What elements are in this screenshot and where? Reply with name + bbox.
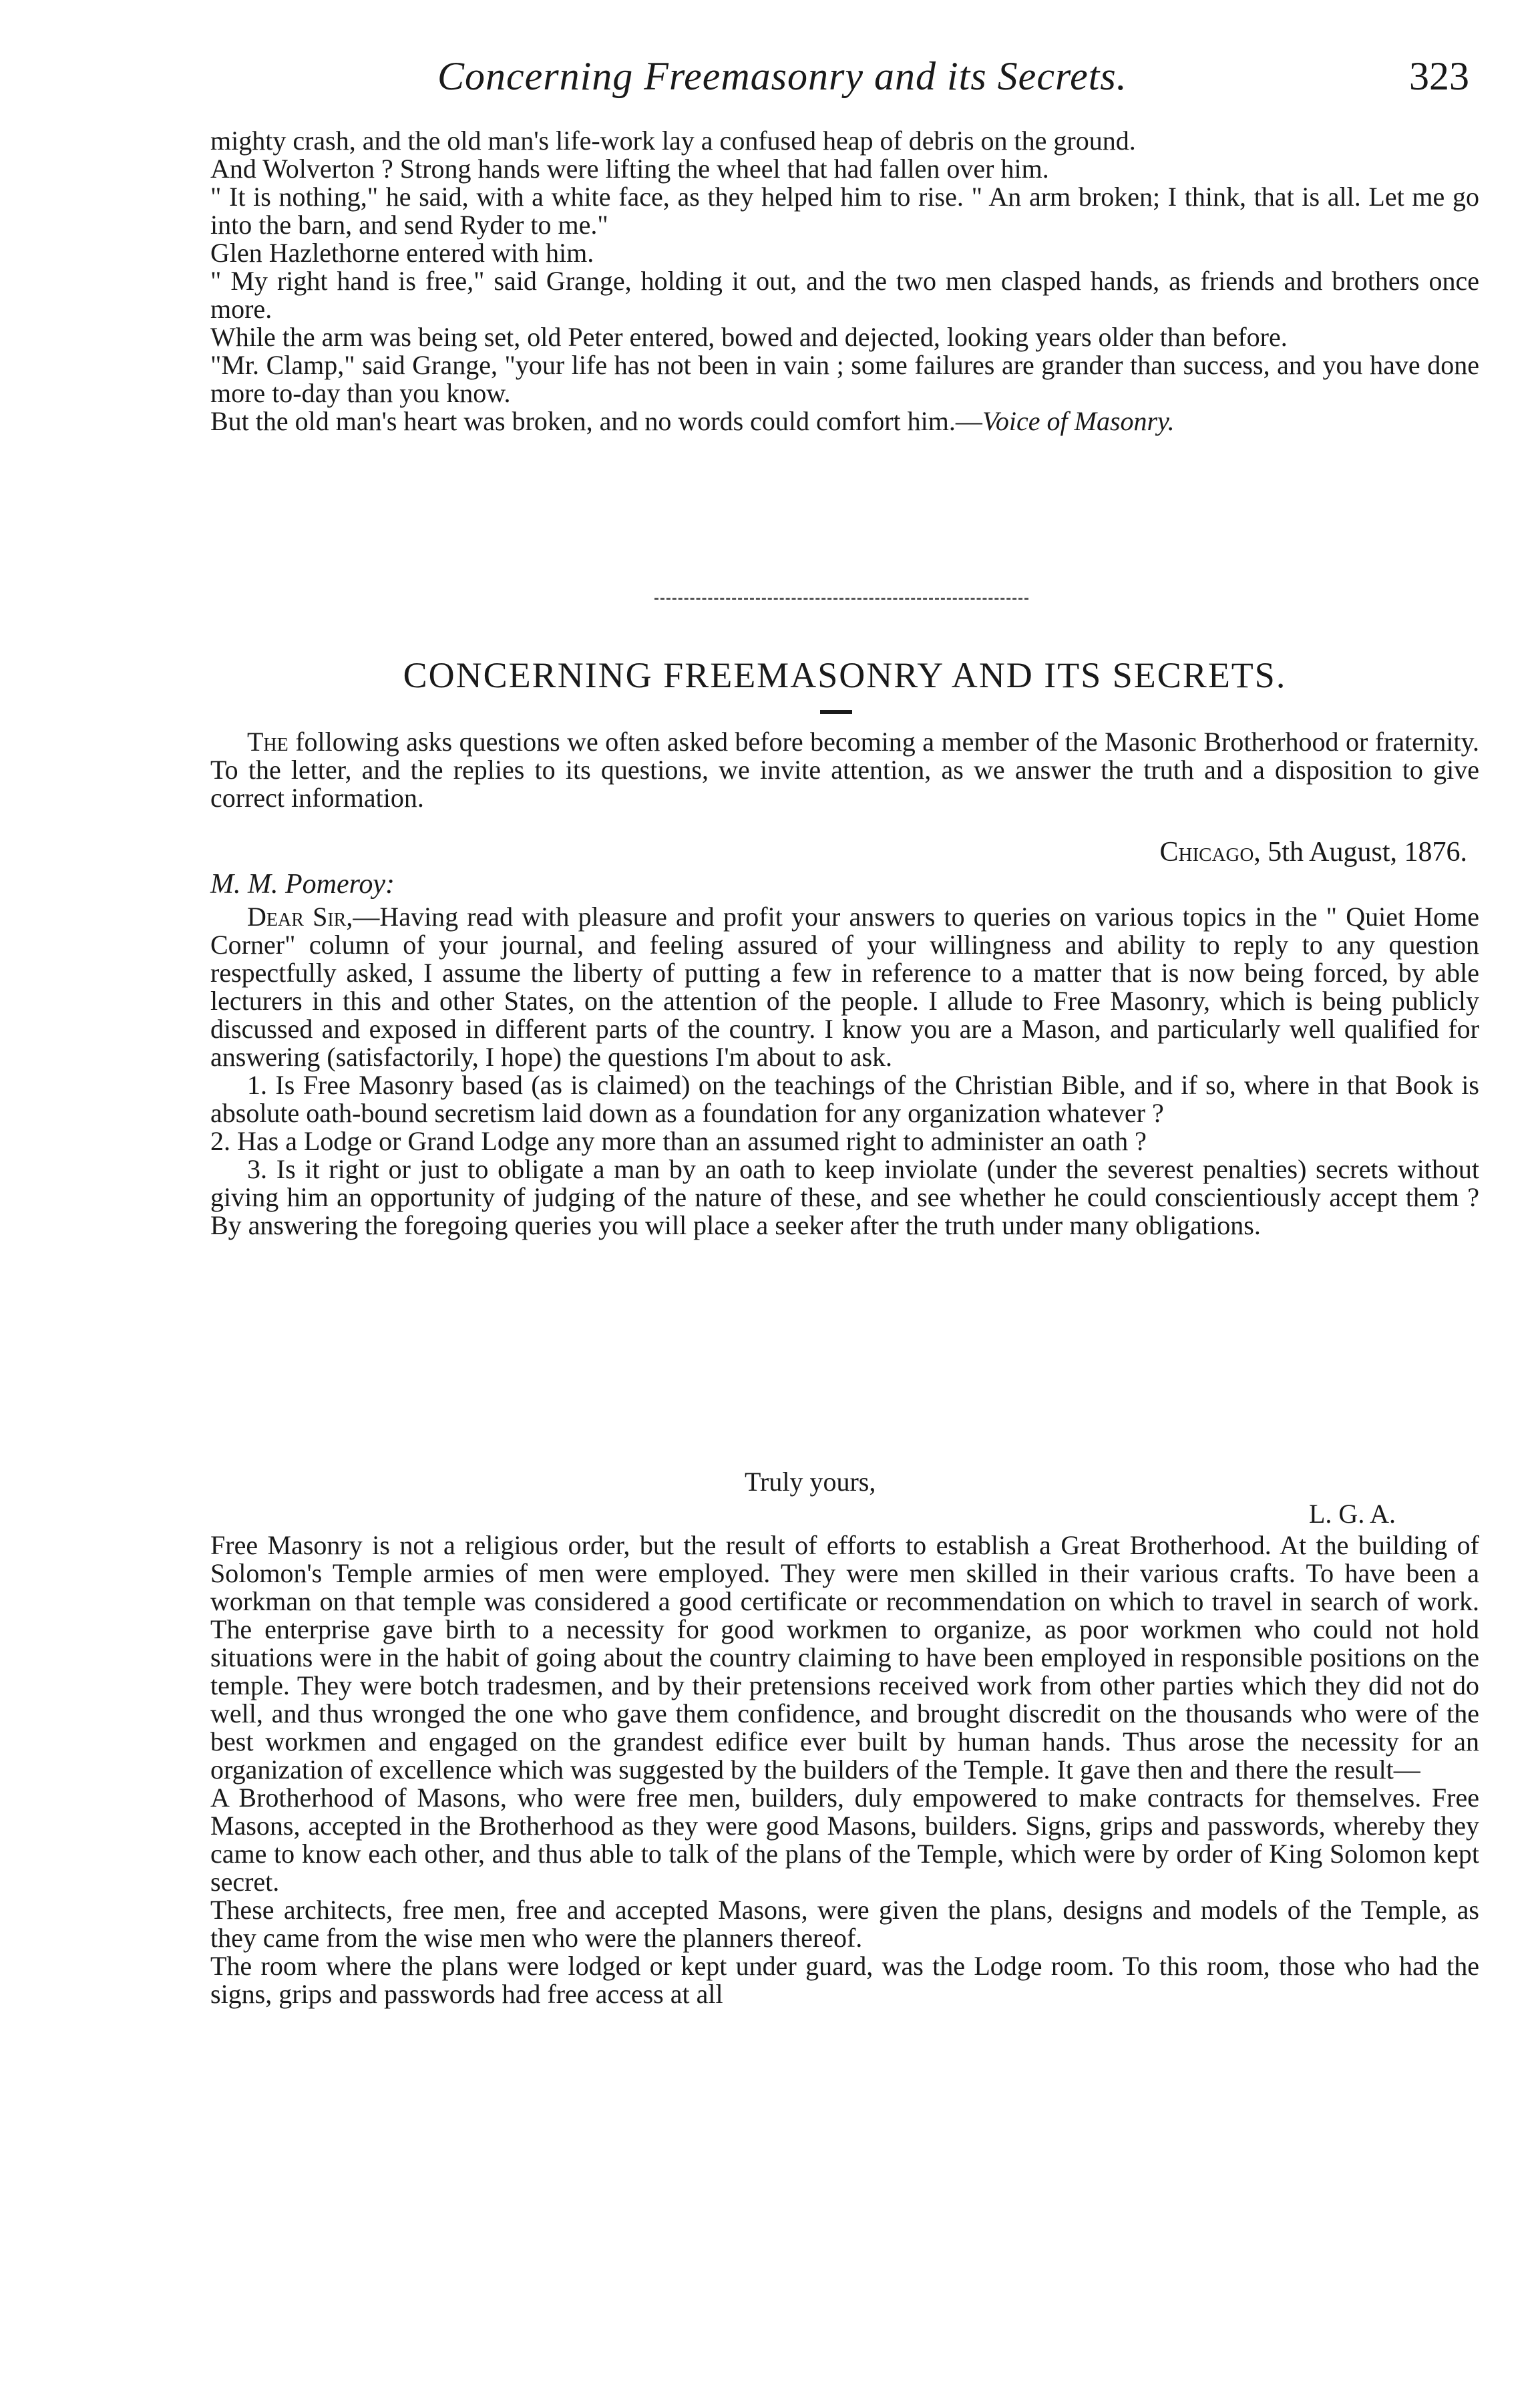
dateline-date: , 5th August, 1876. (1254, 837, 1467, 868)
reply-paragraph: The room where the plans were lodged or kept under guard, was the Lodge room. To this room, those who had the signs, grips and passwords had free access at all (210, 1951, 1479, 2009)
story-last-paragraph (210, 407, 1479, 435)
story-ending (210, 127, 1479, 435)
letter-salutation: M. M. Pomeroy: (210, 869, 395, 900)
article-title: CONCERNING FREEMASONRY AND ITS SECRETS. (403, 655, 1287, 695)
letter-text: ,—Having read with pleasure and profit your answers to queries on various topics in the " Quiet Home Corner" column of your journal, and feeling assured of your willingness and ability to reply to any question respectfully asked, I assume the liberty of putting a few in reference to a matter that is now being forced, by able lecturers in this and other States, on the attention of the people. I allude to Free Masonry, which is being publicly discussed and exposed in different parts of the country. I know you are a Mason, and particularly well qualified for answering (satisfactorily, I hope) the questions I'm about to ask. (210, 902, 1479, 1072)
dateline-city: Chicago (1159, 837, 1254, 868)
story-source: Voice of Masonry. (982, 406, 1175, 436)
letter-dateline (210, 836, 1467, 868)
article-intro (210, 728, 1479, 812)
letter-closing: Truly yours, (745, 1467, 876, 1497)
question-item: 2. Has a Lodge or Grand Lodge any more than an assumed right to administer an oath ? (210, 1126, 1147, 1156)
letter-body (210, 903, 1479, 1240)
story-paragraph: mighty crash, and the old man's life-work lay a confused heap of debris on the ground. (210, 126, 1136, 156)
story-paragraph: " It is nothing," he said, with a white face, as they helped him to rise. " An arm broken; I think, that is all. Let me go into the barn, and send Ryder to me." (210, 182, 1479, 240)
letter-signature: L. G. A. (1309, 1499, 1396, 1529)
section-divider (654, 598, 1028, 600)
letter-paragraph (210, 903, 1479, 1071)
story-paragraph: "Mr. Clamp," said Grange, "your life has not been in vain ; some failures are grander than success, and you have done more to-day than you know. (210, 350, 1479, 408)
page-number: 323 (1409, 54, 1469, 98)
story-last-text: But the old man's heart was broken, and no words could comfort him.— (210, 406, 982, 436)
question-item: 1. Is Free Masonry based (as is claimed) on the teachings of the Christian Bible, and if so, where in that Book is absolute oath-bound secretism laid down as a foundation for any organization whatever ? (210, 1070, 1479, 1128)
letter-lead: Dear Sir (247, 902, 347, 932)
intro-text: following asks questions we often asked before becoming a member of the Masonic Brotherhood or fraternity. To the letter, and the replies to its questions, we invite attention, as we answer the truth and a disposition to give correct information. (210, 727, 1479, 813)
question-item: 3. Is it right or just to obligate a man by an oath to keep inviolate (under the severest penalties) secrets without giving him an opportunity of judging of the nature of these, and see whether he could conscientiously accept them ? By answering the foregoing queries you will place a seeker after the truth under many obligations. (210, 1154, 1479, 1240)
title-dash (820, 710, 852, 714)
article-reply (210, 1531, 1479, 2008)
story-paragraph: " My right hand is free," said Grange, holding it out, and the two men clasped hands, as friends and brothers once more. (210, 266, 1479, 324)
intro-paragraph (210, 728, 1479, 812)
intro-lead: The (247, 727, 288, 757)
reply-paragraph: These architects, free men, free and accepted Masons, were given the plans, designs and models of the Temple, as they came from the wise men who were the planners thereof. (210, 1895, 1479, 1953)
story-paragraph: While the arm was being set, old Peter entered, bowed and dejected, looking years older than before. (210, 322, 1288, 352)
running-title: Concerning Freemasonry and its Secrets. (437, 54, 1127, 98)
reply-paragraph: A Brotherhood of Masons, who were free men, builders, duly empowered to make contracts for themselves. Free Masons, accepted in the Brotherhood as they were good Masons, builders. Signs, grips and passwords, whereby they came to know each other, and thus able to talk of the plans of the Temple, which were by order of King Solomon kept secret. (210, 1783, 1479, 1897)
page-header (200, 47, 1469, 114)
story-paragraph: And Wolverton ? Strong hands were lifting the wheel that had fallen over him. (210, 154, 1049, 184)
reply-paragraph: Free Masonry is not a religious order, but the result of efforts to establish a Great Brotherhood. At the building of Solomon's Temple armies of men were employed. They were men skilled in their various crafts. To have been a workman on that temple was considered a good certificate or recommendation on which to travel in search of work. The enterprise gave birth to a necessity for good workmen to organize, as poor workmen who could not hold situations were in the habit of going about the country claiming to have been employed in responsible positions on the temple. They were botch tradesmen, and by their pretensions received work from other parties which they did not do well, and thus wronged the one who gave them confidence, and brought discredit on the thousands who were of the best workmen and engaged on the grandest edifice ever built by human hands. Thus arose the necessity for an organization of excellence which was suggested by the builders of the Temple. It gave then and there the result— (210, 1530, 1479, 1785)
story-paragraph: Glen Hazlethorne entered with him. (210, 238, 594, 268)
